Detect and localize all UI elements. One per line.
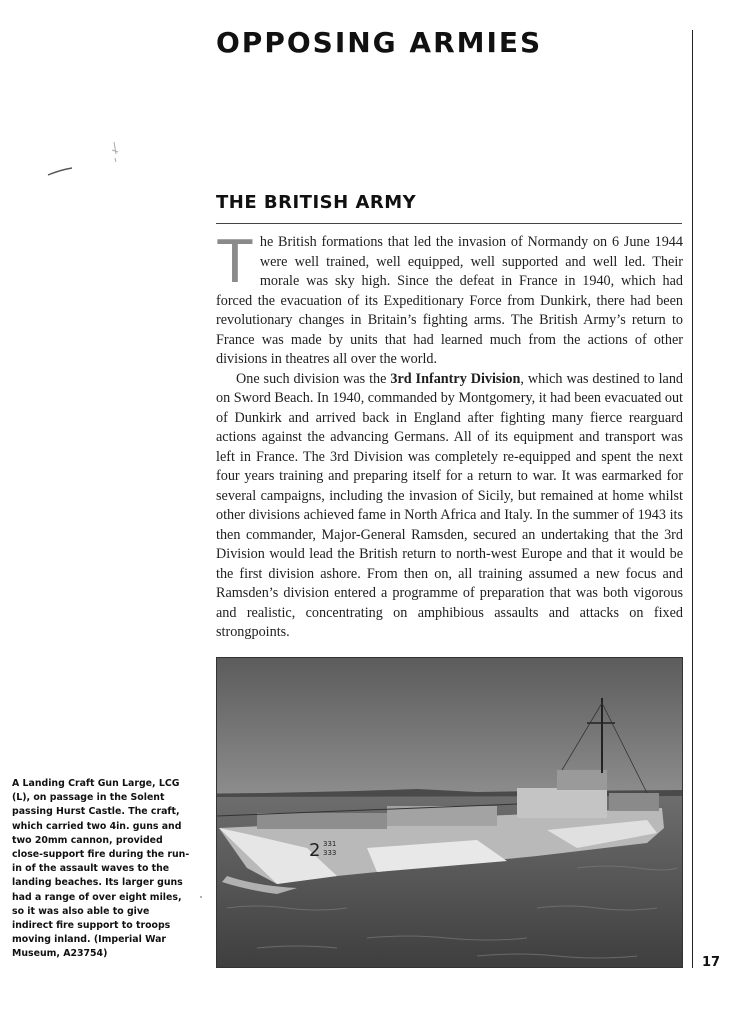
paragraph-1 <box>216 227 683 370</box>
paragraph-2 <box>216 370 683 643</box>
landing-craft-photo <box>216 657 683 968</box>
section-rule <box>216 223 682 224</box>
margin-rule <box>692 30 693 968</box>
bird-mark-icon <box>40 140 130 185</box>
paragraph-2-text: , which was destined to land on Sword Beach. In 1940, commanded by Montgomery, it had been evacuated out of Dunkirk and arrived back in England after fighting many fierce rearguard actions against the advancing Germans. All of its equipment and transport was left in France. The 3rd Division was completely re-equipped and spent the next four years training and preparing itself for a return to war. It was earmarked for several campaigns, including the invasion of Sicily, but remained at home whilst other divisions achieved fame in North Africa and Italy. In the summer of 1943 its then commander, Major-General Ramsden, secured an undertaking that the 3rd Division would lead the British return to north-west Europe and that it would be the first division ashore. From then on, all training assumed a new focus and Ramsden’s division entered a programme of preparation that was both vigorous and realistic, concentrating on amphibious assaults and attacks on fixed strongpoints. <box>216 370 684 640</box>
print-speck <box>200 896 202 898</box>
body-text <box>216 227 684 643</box>
section-title: THE BRITISH ARMY <box>216 192 417 213</box>
page-number: 17 <box>702 955 721 970</box>
paragraph-1-text: he British formations that led the invasion of Normandy on 6 June 1944 were well trained, well equipped, well supported and well led. Their morale was sky high. Since the defeat in France in 1940, which had forced the evacuation of its Expeditionary Force from Dunkirk, there had been revolutionary changes in Britain’s fighting arms. The British Army’s return to France was made by units that had learned much from the actions of other divisions in theatres all over the world. <box>216 234 683 367</box>
hull-code-bottom: 333 <box>323 849 337 857</box>
hull-code-top: 331 <box>323 840 337 848</box>
paragraph-2-lead: One such division was the <box>236 370 391 387</box>
photo-caption: A Landing Craft Gun Large, LCG (L), on passage in the Solent passing Hurst Castle. The craft, which carried two 4in. guns and two 20mm cannon, provided close-support fire during the run-in of the assault waves to the landing beaches. Its larger guns had a range of over eight miles, so it was also able to give indirect fire support to troops moving inland. (Imperial War Museum, A23754) <box>12 778 190 960</box>
hull-number: 2 <box>309 840 321 861</box>
chapter-title: OPPOSING ARMIES <box>216 26 543 59</box>
division-name: 3rd Infantry Division <box>390 370 521 387</box>
drop-cap: T <box>216 227 254 296</box>
landing-craft-image <box>217 658 683 968</box>
